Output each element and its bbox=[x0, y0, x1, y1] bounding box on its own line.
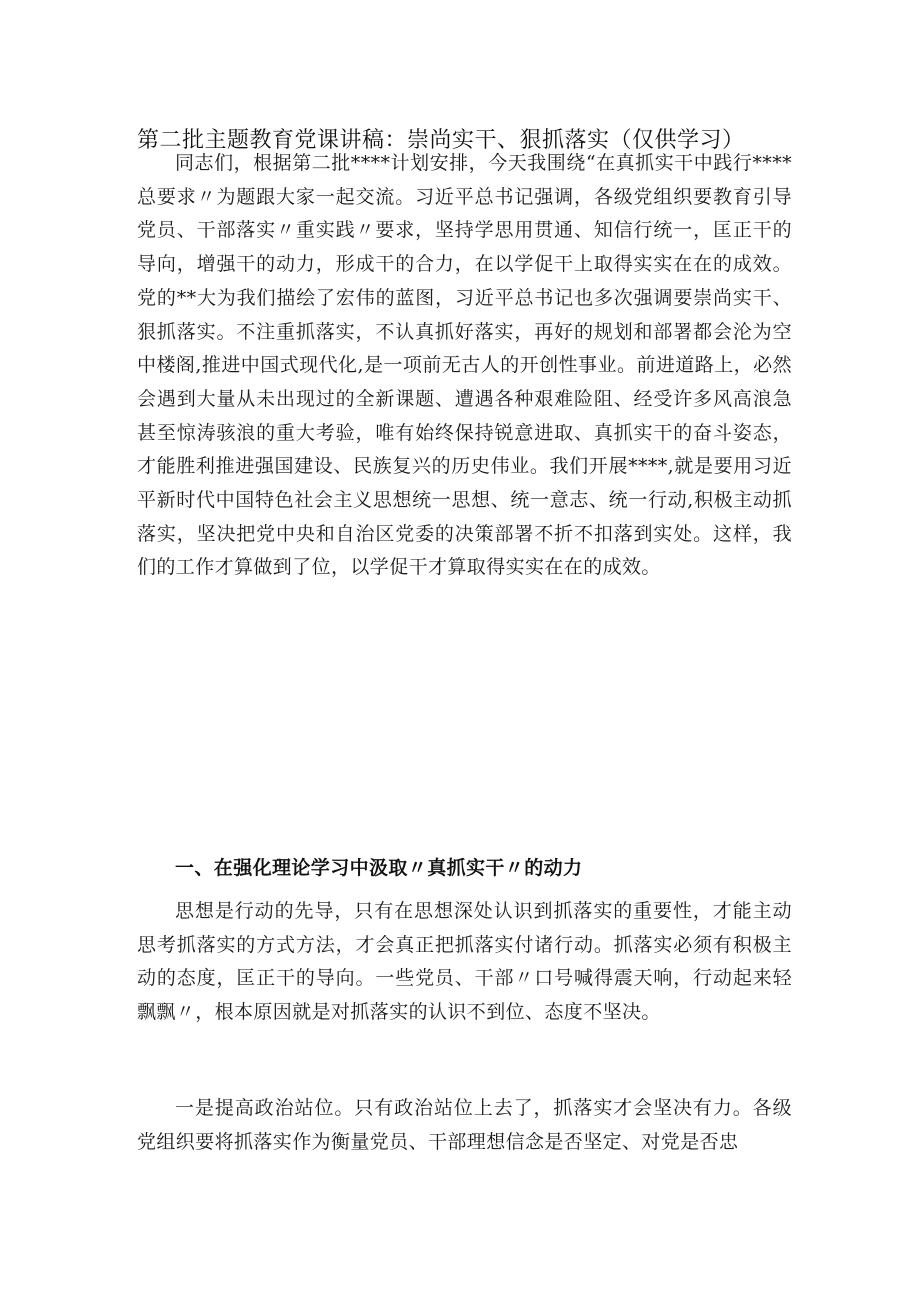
intro-paragraph: 同志们，根据第二批****计划安排，今天我围绕“在真抓实干中践行****总要求〃为题跟大家一起交流。习近平总书记强调，各级党组织要教育引导党员、干部落实〃重实践〃要求，坚持学思用贯通、知信行统一，匡正干的导向，增强干的动力，形成干的合力，在以学促干上取得实实在在的成效。党的**大为我们描绘了宏伟的蓝图，习近平总书记也多次强调要崇尚实干、狠抓落实。不注重抓落实，不认真抓好落实，再好的规划和部署都会沦为空中楼阁,推进中国式现代化,是一项前无古人的开创性事业。前进道路上，必然会遇到大量从未出现过的全新课题、遭遇各种艰难险阻、经受许多风高浪急甚至惊涛骇浪的重大考验，唯有始终保持锐意进取、真抓实干的奋斗姿态，才能胜利推进强国建设、民族复兴的历史伟业。我们开展****,就是要用习近平新时代中国特色社会主义思想统一思想、统一意志、统一行动,积极主动抓落实，坚决把党中央和自治区党委的决策部署不折不扣落到实处。这样，我们的工作才算做到了位，以学促干才算取得实实在在的成效。 bbox=[137, 152, 792, 579]
document-title: 第二批主题教育党课讲稿：崇尚实干、狠抓落实（仅供学习） bbox=[137, 128, 745, 153]
point-paragraph: 一是提高政治站位。只有政治站位上去了，抓落实才会坚决有力。各级党组织要将抓落实作为衡量党员、干部理想信念是否坚定、对党是否忠 bbox=[137, 1097, 792, 1153]
section-paragraph: 思想是行动的先导，只有在思想深处认识到抓落实的重要性，才能主动思考抓落实的方式方法，才会真正把抓落实付诸行动。抓落实必须有积极主动的态度，匡正干的导向。一些党员、干部〃口号喊得震天响，行动起来轻飘飘〃，根本原因就是对抓落实的认识不到位、态度不坚决。 bbox=[137, 900, 792, 1024]
section-heading: 一、在强化理论学习中汲取〃真抓实干〃的动力 bbox=[175, 857, 583, 879]
